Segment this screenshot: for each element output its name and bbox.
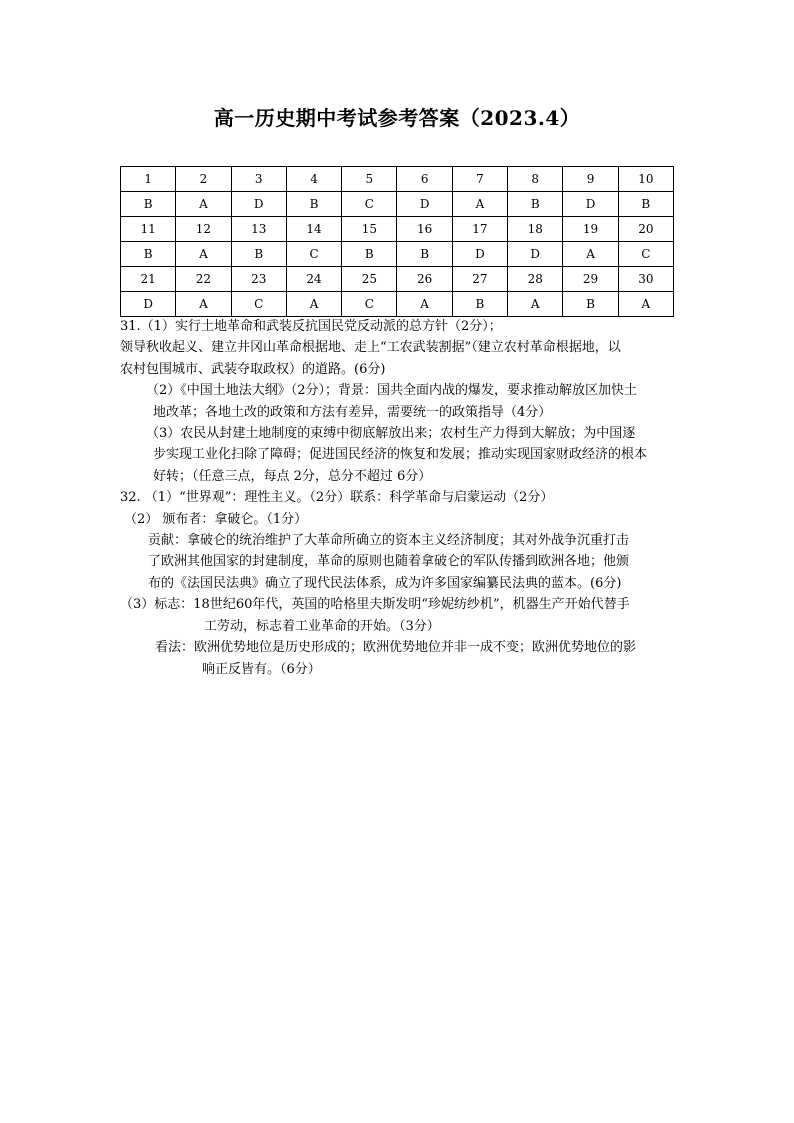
q31-part2: （2）《中国土地法大纲》（2分）；背景：国共全面内战的爆发，要求推动解放区加快土	[146, 383, 638, 399]
question-number-cell: 13	[231, 217, 286, 242]
answer-cell: A	[176, 242, 231, 267]
answer-section	[120, 316, 680, 680]
answer-cell: A	[397, 292, 452, 317]
q32-part2-contribution: 贡献：拿破仑的统治维护了大革命所确立的资本主义经济制度；其对外战争沉重打击	[148, 533, 630, 549]
answer-row	[121, 242, 674, 267]
question-number-cell: 24	[286, 267, 341, 292]
question-number-row	[121, 267, 674, 292]
question-number-cell: 28	[508, 267, 563, 292]
answer-cell: B	[121, 192, 176, 217]
answer-cell: A	[176, 292, 231, 317]
answer-cell: C	[342, 192, 397, 217]
q32-part3-view-cont: 响正反皆有。（6分）	[202, 661, 321, 677]
question-number-cell: 18	[508, 217, 563, 242]
answer-cell: A	[286, 292, 341, 317]
q32-part3: （3）标志：18世纪60年代，英国的哈格里夫斯发明“珍妮纺纱机”，机器生产开始代替手	[120, 597, 630, 613]
q32-part3-view: 看法：欧洲优势地位是历史形成的；欧洲优势地位并非一成不变；欧洲优势地位的影	[155, 640, 637, 656]
question-number-cell: 22	[176, 267, 231, 292]
question-number-cell: 4	[286, 167, 341, 192]
answer-cell: A	[176, 192, 231, 217]
q32-part2: （2） 颁布者：拿破仑。（1分）	[124, 511, 308, 527]
question-number-cell: 8	[508, 167, 563, 192]
answer-cell: B	[231, 242, 286, 267]
answer-cell: D	[563, 192, 618, 217]
answer-cell: B	[342, 242, 397, 267]
answer-cell: C	[231, 292, 286, 317]
answer-cell: C	[342, 292, 397, 317]
q31-part1-cont: 领导秋收起义、建立井冈山革命根据地、走上“工农武装割据”（建立农村革命根据地，以	[120, 340, 621, 356]
answer-table	[120, 166, 674, 317]
answer-cell: D	[452, 242, 507, 267]
answer-cell: B	[618, 192, 673, 217]
answer-cell: B	[286, 192, 341, 217]
answer-cell: D	[231, 192, 286, 217]
question-number-cell: 19	[563, 217, 618, 242]
question-number-cell: 9	[563, 167, 618, 192]
answer-cell: B	[452, 292, 507, 317]
answer-cell: C	[618, 242, 673, 267]
question-number-cell: 17	[452, 217, 507, 242]
question-number-cell: 6	[397, 167, 452, 192]
question-number-cell: 3	[231, 167, 286, 192]
q31-part1-cont2: 农村包围城市、武装夺取政权）的道路。(6分)	[120, 361, 386, 377]
answer-cell: B	[397, 242, 452, 267]
answer-cell: D	[121, 292, 176, 317]
q32-part1: 32. （1）“世界观”：理性主义。（2分）联系：科学革命与启蒙运动（2分）	[120, 490, 554, 506]
q31-part3-cont2: 好转；（任意三点，每点 2分，总分不超过 6分）	[153, 468, 432, 484]
question-number-cell: 25	[342, 267, 397, 292]
question-number-cell: 12	[176, 217, 231, 242]
q31-part3: （3）农民从封建土地制度的束缚中彻底解放出来；农村生产力得到大解放；为中国逐	[146, 426, 636, 442]
q31-part1: 31.（1）实行土地革命和武装反抗国民党反动派的总方针（2分）；	[120, 319, 502, 334]
answer-cell: B	[563, 292, 618, 317]
answer-cell: D	[508, 242, 563, 267]
question-number-row	[121, 217, 674, 242]
answer-row	[121, 192, 674, 217]
question-number-cell: 16	[397, 217, 452, 242]
question-number-cell: 10	[618, 167, 673, 192]
answer-cell: B	[121, 242, 176, 267]
answer-cell: D	[397, 192, 452, 217]
question-number-cell: 29	[563, 267, 618, 292]
question-number-cell: 1	[121, 167, 176, 192]
q32-part2-contribution-cont2: 布的《法国民法典》确立了现代民法体系，成为许多国家编纂民法典的蓝本。(6分)	[148, 575, 622, 591]
page-title: 高一历史期中考试参考答案（2023.4）	[213, 106, 581, 130]
question-number-cell: 21	[121, 267, 176, 292]
q31-part3-cont: 步实现工业化扫除了障碍；促进国民经济的恢复和发展；推动实现国家财政经济的根本	[153, 447, 648, 463]
question-number-cell: 20	[618, 217, 673, 242]
answer-table-body	[121, 167, 674, 317]
q31-part2-cont: 地改革；各地土改的政策和方法有差异，需要统一的政策指导（4分）	[153, 404, 552, 420]
question-number-cell: 7	[452, 167, 507, 192]
question-number-cell: 11	[121, 217, 176, 242]
question-number-row	[121, 167, 674, 192]
answer-cell: A	[452, 192, 507, 217]
question-number-cell: 30	[618, 267, 673, 292]
answer-cell: A	[563, 242, 618, 267]
q32-part3-cont: 工劳动，标志着工业革命的开始。（3分）	[204, 618, 440, 634]
question-number-cell: 5	[342, 167, 397, 192]
answer-cell: C	[286, 242, 341, 267]
answer-row	[121, 292, 674, 317]
answer-cell: A	[618, 292, 673, 317]
question-number-cell: 2	[176, 167, 231, 192]
answer-cell: B	[508, 192, 563, 217]
question-number-cell: 14	[286, 217, 341, 242]
question-number-cell: 23	[231, 267, 286, 292]
answer-cell: A	[508, 292, 563, 317]
question-number-cell: 15	[342, 217, 397, 242]
question-number-cell: 26	[397, 267, 452, 292]
question-number-cell: 27	[452, 267, 507, 292]
q32-part2-contribution-cont: 了欧洲其他国家的封建制度，革命的原则也随着拿破仑的军队传播到欧洲各地；他颁	[148, 554, 630, 570]
